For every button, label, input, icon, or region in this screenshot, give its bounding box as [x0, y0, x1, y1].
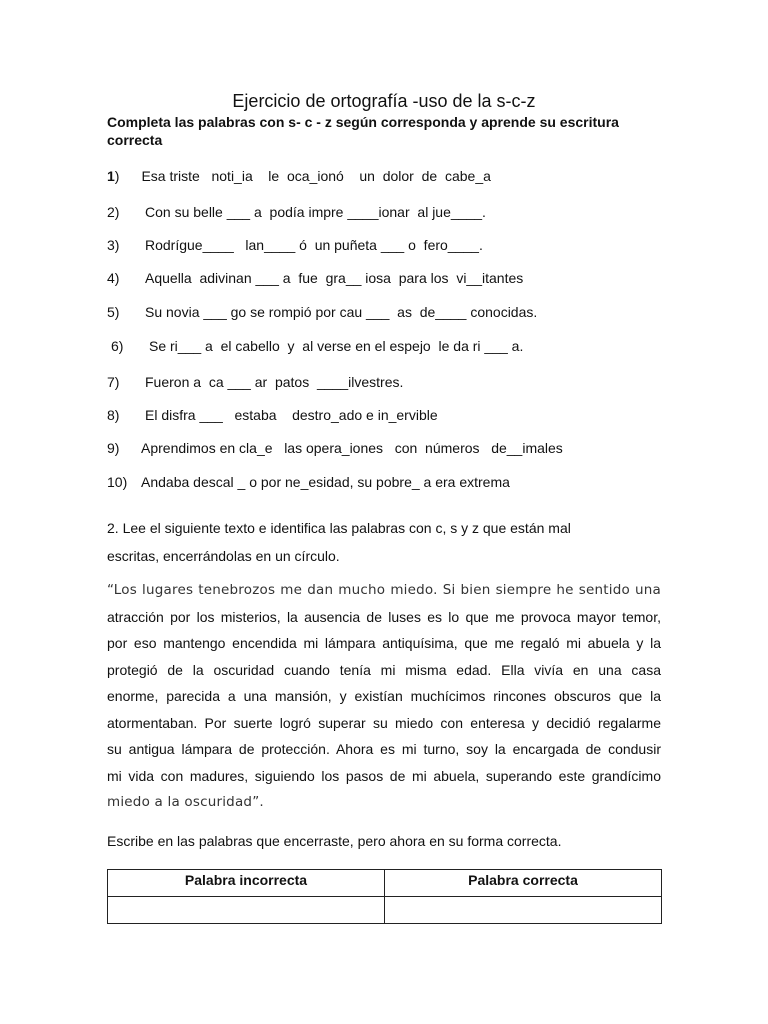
- section-2-instructions: [107, 514, 667, 570]
- section-2-line-2: escritas, encerrándolas en un círculo.: [107, 548, 340, 564]
- exercise-7: [107, 373, 403, 391]
- table-row: [108, 897, 662, 924]
- exercise-number: 10): [107, 474, 128, 490]
- passage-line: mi vida con madures, siguiendo los pasos de mi abuela, superando este grandícimo: [107, 767, 661, 784]
- passage-line: atracción por los misterios, la ausencia de luses es lo que me provoca mayor temor,: [107, 608, 661, 625]
- exercise-number: 6): [111, 338, 124, 354]
- exercise-8: [107, 406, 438, 424]
- exercise-text: Rodrígue____ lan____ ó un puñeta ___ o fero____.: [145, 237, 483, 253]
- answer-cell-incorrect[interactable]: [108, 897, 385, 924]
- passage-line: su antigua lámpara de protección. Ahora es mi turno, soy la encargada de condusir: [107, 741, 661, 757]
- exercise-3: [107, 236, 483, 254]
- answer-table: [107, 869, 662, 924]
- exercise-number: 9): [107, 440, 120, 456]
- exercise-number: 2): [107, 204, 120, 220]
- exercise-text: Andaba descal _ o por ne_esidad, su pobre_ a era extrema: [141, 474, 510, 490]
- exercise-9: [107, 439, 563, 457]
- exercise-6: [111, 337, 523, 355]
- exercise-1: [107, 167, 491, 185]
- exercise-4: [107, 269, 523, 287]
- passage-line: enorme, parecida a una mansión, y existían muchícimos rincones obscuros que la: [107, 688, 661, 704]
- exercise-number: 1: [107, 168, 115, 184]
- passage-line: por eso mantengo encendida mi lámpara antiquísima, que me regaló mi abuela y la: [107, 635, 661, 651]
- exercise-text: El disfra ___ estaba destro_ado e in_ervible: [145, 407, 438, 423]
- exercise-number: 7): [107, 374, 120, 390]
- exercise-text: Aquella adivinan ___ a fue gra__ iosa para los vi__itantes: [145, 270, 524, 286]
- passage-line: “Los lugares tenebrozos me dan mucho miedo. Si bien siempre he sentido una: [107, 582, 661, 598]
- passage-line: atormentaban. Por suerte logró superar su miedo con enteresa y decidió regalarme: [107, 714, 661, 731]
- exercise-text: Su novia ___ go se rompió por cau ___ as de____ conocidas.: [145, 304, 538, 320]
- column-header-correct: Palabra correcta: [385, 870, 662, 897]
- exercise-text: Aprendimos en cla_e las opera_iones con números de__imales: [141, 440, 563, 456]
- exercise-number: 3): [107, 237, 120, 253]
- reading-passage: [107, 577, 661, 816]
- section-2-number: 2.: [107, 520, 119, 536]
- exercise-text: Con su belle ___ a podía impre ____ionar al jue____.: [145, 204, 486, 220]
- page-title: Ejercicio de ortografía -uso de la s-c-z: [232, 91, 536, 111]
- exercise-text: Fueron a ca ___ ar patos ____ilvestres.: [145, 374, 404, 390]
- exercise-number-suffix: ): [114, 168, 120, 184]
- write-instruction: Escribe en las palabras que encerraste, pero ahora en su forma correcta.: [107, 833, 562, 849]
- exercise-10: [107, 473, 510, 491]
- section-2-line-1: Lee el siguiente texto e identifica las palabras con c, s y z que están mal: [118, 520, 571, 536]
- table-header-row: [108, 870, 662, 897]
- answer-cell-correct[interactable]: [385, 897, 662, 924]
- instructions: Completa las palabras con s- c - z según corresponda y aprende su escritura correcta: [107, 114, 619, 148]
- exercise-text: Esa triste noti_ia le oca_ionó un dolor de cabe_a: [141, 168, 491, 184]
- column-header-incorrect: Palabra incorrecta: [108, 870, 385, 897]
- exercise-text: Se ri___ a el cabello y al verse en el espejo le da ri ___ a.: [149, 338, 524, 354]
- exercise-number: 4): [107, 270, 120, 286]
- exercise-2: [107, 203, 486, 221]
- exercise-5: [107, 303, 537, 321]
- passage-line: protegió de la oscuridad cuando tenía mi misma edad. Ella vivía en una casa: [107, 661, 661, 678]
- exercise-number: 8): [107, 407, 120, 423]
- passage-line: miedo a la oscuridad”.: [107, 794, 264, 810]
- exercise-number: 5): [107, 304, 120, 320]
